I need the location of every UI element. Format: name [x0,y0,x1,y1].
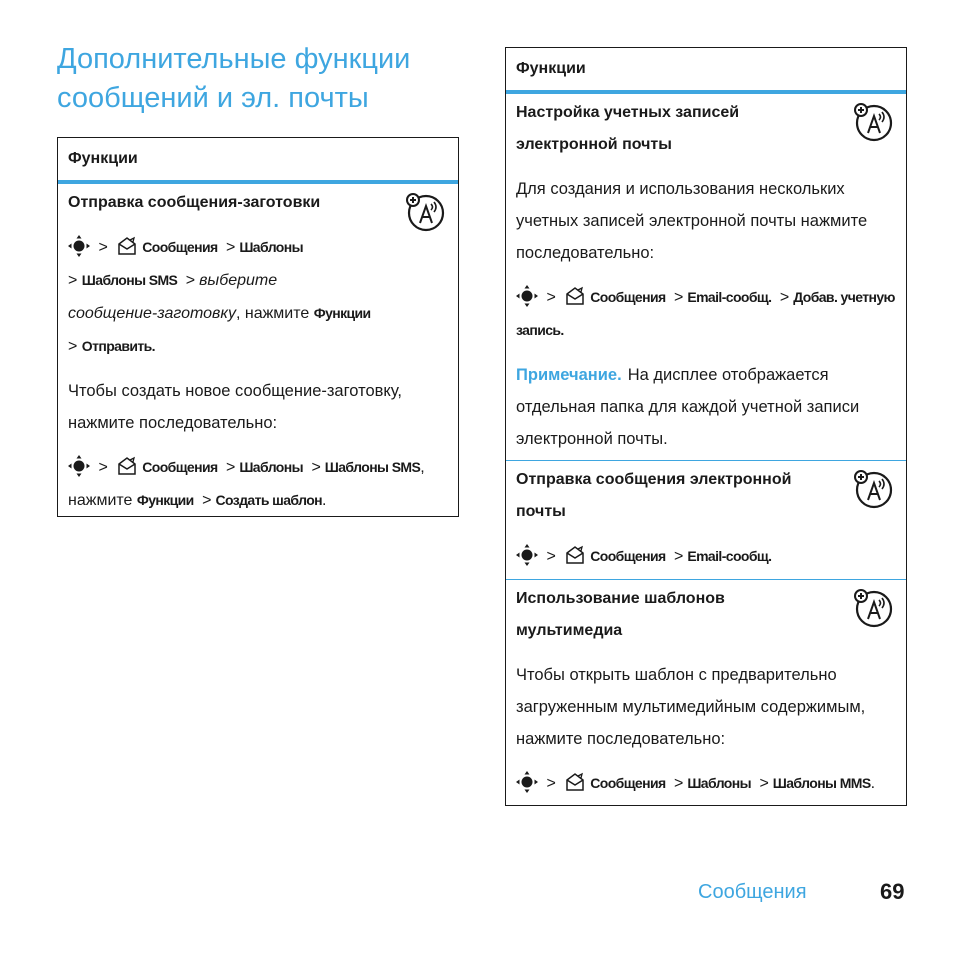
menu-path: > Сообщения > Шаблоны > Шаблоны SMS, нажмите Функции > Создать шаблон. [68,451,448,517]
left-feature-table [57,137,459,517]
period: . [870,775,876,792]
menu-item-add-account: Добав. учетную запись. [516,289,895,338]
menu-item-send: Отправить. [81,338,155,354]
menu-item-templates: Шаблоны [239,459,303,475]
menu-path: > Сообщения > Шаблоны > Шаблоны SMS > выберите сообщение-заготовку, нажмите Функции > Отправить. [68,231,448,363]
messages-icon [116,236,138,256]
right-feature-table [505,47,907,806]
menu-item-functions: Функции [313,305,371,321]
menu-item-sms-templates: Шаблоны SMS [81,272,178,288]
menu-item-functions: Функции [136,492,194,508]
feature-description: Чтобы создать новое сообщение-заготовку, нажмите последовательно: [68,382,402,432]
network-feature-icon [854,588,894,628]
instruction-select-template: сообщение-заготовку [68,305,236,322]
menu-item-email: Email-сообщ. [687,548,772,564]
menu-path: > Сообщения > Шаблоны > Шаблоны MMS. [516,767,896,800]
feature-description: Чтобы открыть шаблон с предварительно загруженным мультимедийным содержимым, нажмите последовательно: [516,666,866,748]
nav-key-icon [516,771,538,793]
feature-row-send-template [58,184,458,517]
nav-key-icon [68,455,90,477]
nav-key-icon [68,235,90,257]
messages-icon [564,772,586,792]
comma: , [420,459,425,476]
menu-item-mms-templates: Шаблоны MMS [772,775,871,791]
feature-row-email-accounts [506,94,906,460]
note [516,359,896,455]
menu-item-create-template: Создать шаблон [215,492,323,508]
messages-icon [564,286,586,306]
instruction-press: нажмите [68,492,133,509]
menu-item-messages: Сообщения [590,548,666,564]
network-feature-icon [854,469,894,509]
menu-item-email: Email-сообщ. [687,289,772,305]
menu-item-sms-templates: Шаблоны SMS [324,459,421,475]
menu-path: > Сообщения > Email-сообщ. [516,540,896,573]
feature-title: Настройка учетных записей электронной почты [516,104,740,153]
feature-title: Отправка сообщения электронной почты [516,471,792,520]
feature-title: Использование шаблонов мультимедиа [516,590,725,639]
footer-section-name: Сообщения [698,881,807,903]
network-feature-icon [854,102,894,142]
network-feature-icon [406,192,446,232]
feature-row-mms-templates [506,579,906,800]
table-header: Функции [58,138,458,184]
feature-description: Для создания и использования нескольких учетных записей электронной почты нажмите последовательно: [516,180,868,262]
note-text: На дисплее отображается отдельная папка для каждой учетной записи электронной почты. [516,366,860,448]
nav-key-icon [516,544,538,566]
menu-item-templates: Шаблоны [239,239,303,255]
menu-path: > Сообщения > Email-сообщ. > Добав. учетную запись. [516,281,896,347]
menu-item-messages: Сообщения [590,775,666,791]
page-title-line-2: сообщений и эл. почты [57,82,369,114]
messages-icon [116,456,138,476]
page-title-line-1: Дополнительные функции [57,43,411,75]
page-number: 69 [880,879,905,904]
feature-row-send-email [506,460,906,579]
instruction-press: , нажмите [235,305,310,322]
messages-icon [564,545,586,565]
menu-item-messages: Сообщения [142,459,218,475]
note-label: Примечание. [516,366,622,384]
nav-key-icon [516,285,538,307]
feature-title: Отправка сообщения-заготовки [68,194,321,211]
period: . [322,492,327,509]
page-title [57,40,477,118]
table-header: Функции [506,48,906,94]
menu-item-messages: Сообщения [142,239,218,255]
menu-item-messages: Сообщения [590,289,666,305]
menu-item-templates: Шаблоны [687,775,751,791]
instruction-select: выберите [199,272,278,289]
